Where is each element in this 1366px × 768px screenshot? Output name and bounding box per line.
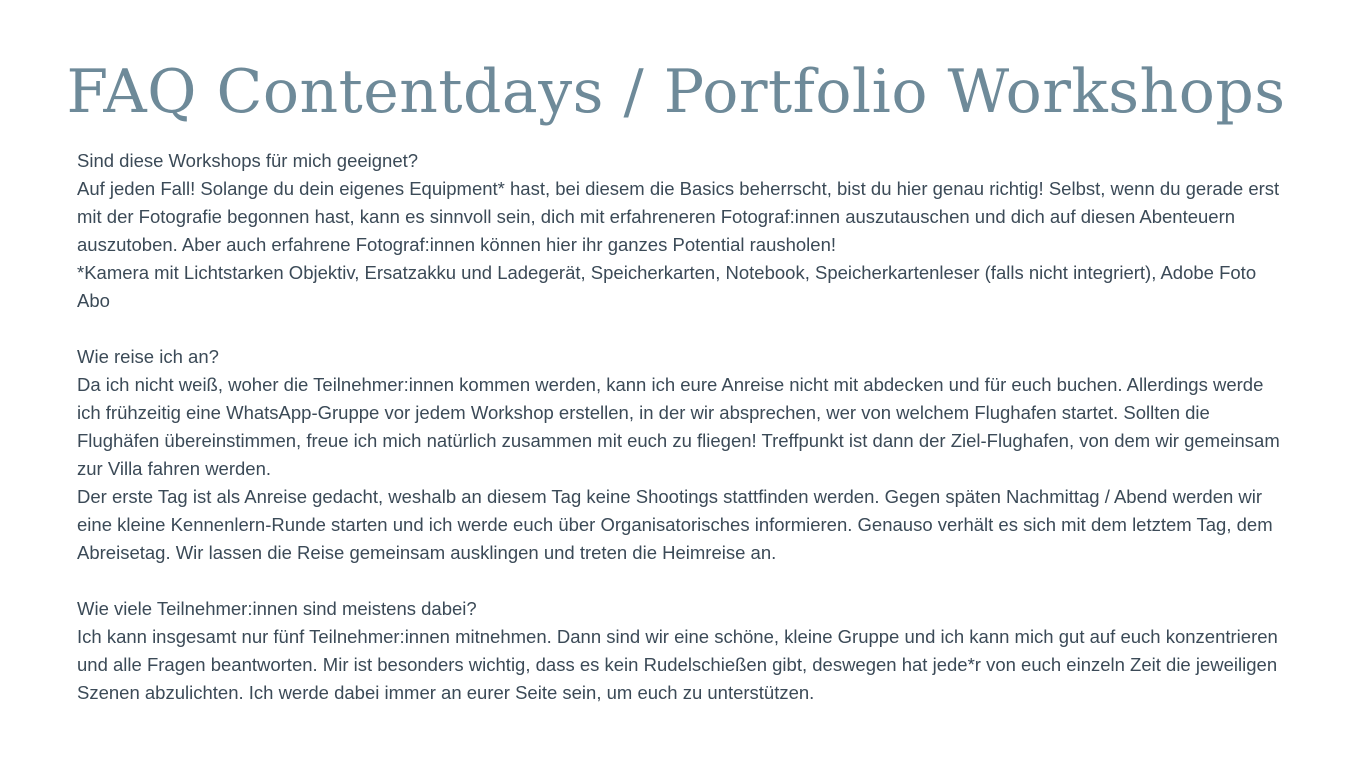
faq-question: Wie reise ich an? bbox=[77, 346, 219, 367]
faq-question: Sind diese Workshops für mich geeignet? bbox=[77, 150, 419, 171]
faq-item-suitability bbox=[77, 147, 1289, 315]
faq-answer: Da ich nicht weiß, woher die Teilnehmer:innen kommen werden, kann ich eure Anreise nicht mit abdecken und für euch buchen. Allerdings werde ich frühzeitig eine WhatsApp-Gruppe vor jedem Workshop erstellen, in der wir absprechen, wer von welchem Flughafen startet. Sollten die Flughäfen übereinstimmen, freue ich mich natürlich zusammen mit euch zu fliegen! Treffpunkt ist dann der Ziel-Flughafen, von dem wir gemeinsam zur Villa fahren werden. bbox=[77, 374, 1280, 479]
faq-list bbox=[77, 147, 1289, 707]
faq-answer: Der erste Tag ist als Anreise gedacht, weshalb an diesem Tag keine Shootings stattfinden werden. Gegen späten Nachmittag / Abend werden wir eine kleine Kennenlern-Runde starten und ich werde euch über Organisatorisches informieren. Genauso verhält es sich mit dem letztem Tag, dem Abreisetag. Wir lassen die Reise gemeinsam ausklingen und treten die Heimreise an. bbox=[77, 486, 1273, 563]
faq-spacer bbox=[77, 315, 1289, 343]
faq-item-travel bbox=[77, 343, 1289, 567]
faq-question: Wie viele Teilnehmer:innen sind meistens dabei? bbox=[77, 598, 477, 619]
faq-answer-footnote: *Kamera mit Lichtstarken Objektiv, Ersatzakku und Ladegerät, Speicherkarten, Notebook, Speicherkartenleser (falls nicht integriert), Adobe Foto Abo bbox=[77, 262, 1257, 311]
faq-answer: Ich kann insgesamt nur fünf Teilnehmer:innen mitnehmen. Dann sind wir eine schöne, kleine Gruppe und ich kann mich gut auf euch konzentrieren und alle Fragen beantworten. Mir ist besonders wichtig, dass es kein Rudelschießen gibt, deswegen hat jede*r von euch einzeln Zeit die jeweiligen Szenen abzulichten. Ich werde dabei immer an eurer Seite sein, um euch zu unterstützen. bbox=[77, 626, 1278, 703]
faq-item-participants bbox=[77, 595, 1289, 707]
page-title: FAQ Contentdays / Portfolio Workshops bbox=[66, 57, 1286, 127]
faq-answer: Auf jeden Fall! Solange du dein eigenes Equipment* hast, bei diesem die Basics beherrscht, bist du hier genau richtig! Selbst, wenn du gerade erst mit der Fotografie begonnen hast, kann es sinnvoll sein, dich mit erfahreneren Fotograf:innen auszutauschen und dich auf diesen Abenteuern auszutoben. Aber auch erfahrene Fotograf:innen können hier ihr ganzes Potential rausholen! bbox=[77, 178, 1280, 255]
faq-spacer bbox=[77, 567, 1289, 595]
